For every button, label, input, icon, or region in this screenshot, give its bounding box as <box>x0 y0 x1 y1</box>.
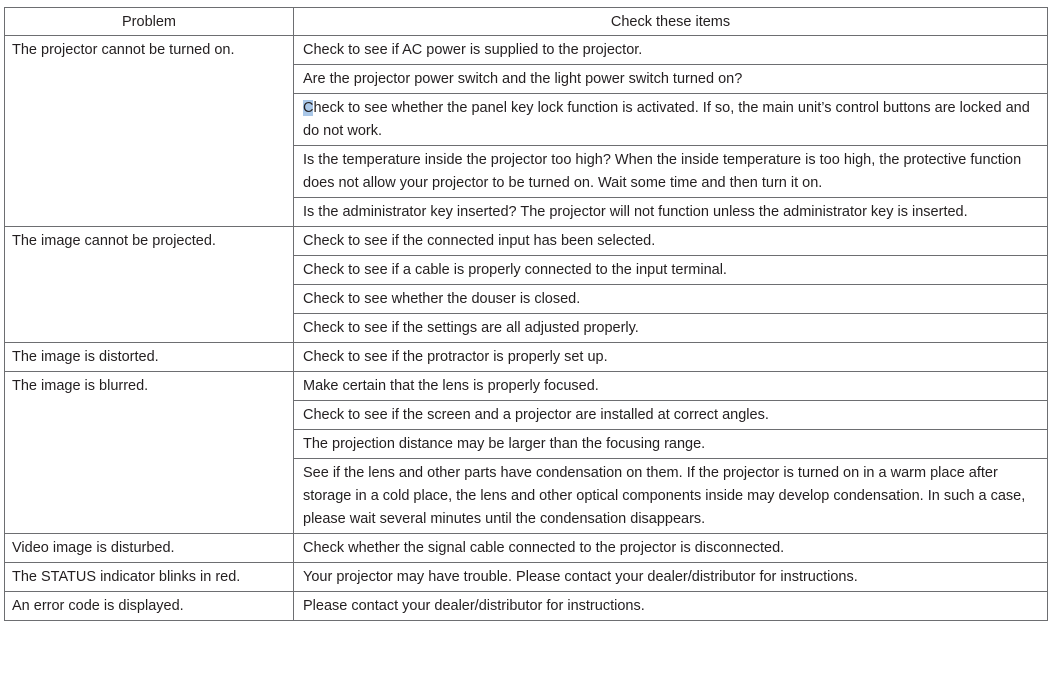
table-body <box>5 36 1048 621</box>
check-item-cell[interactable]: Please contact your dealer/distributor for instructions. <box>294 592 1048 621</box>
table-row <box>5 343 1048 372</box>
table-row <box>5 372 1048 401</box>
troubleshooting-table <box>4 7 1048 621</box>
check-item-cell[interactable]: Is the administrator key inserted? The projector will not function unless the administrator key is inserted. <box>294 198 1048 227</box>
table-row <box>5 592 1048 621</box>
check-column-header: Check these items <box>294 8 1048 36</box>
check-item-cell[interactable]: Check to see if a cable is properly connected to the input terminal. <box>294 256 1048 285</box>
table-row <box>5 563 1048 592</box>
check-item-cell[interactable]: See if the lens and other parts have condensation on them. If the projector is turned on in a warm place after storage in a cold place, the lens and other optical components inside may develop condensation. In such a case, please wait several minutes until the condensation disappears. <box>294 459 1048 534</box>
check-item-cell[interactable]: Check to see if the connected input has been selected. <box>294 227 1048 256</box>
check-item-cell[interactable]: Are the projector power switch and the light power switch turned on? <box>294 65 1048 94</box>
table-row <box>5 534 1048 563</box>
header-row <box>5 8 1048 36</box>
check-item-cell[interactable]: Make certain that the lens is properly focused. <box>294 372 1048 401</box>
problem-column-header: Problem <box>5 8 294 36</box>
check-item-cell[interactable]: Check to see if AC power is supplied to the projector. <box>294 36 1048 65</box>
check-item-cell[interactable]: Check to see if the protractor is properly set up. <box>294 343 1048 372</box>
check-item-cell[interactable]: Check to see if the screen and a projector are installed at correct angles. <box>294 401 1048 430</box>
problem-cell: The image is distorted. <box>5 343 294 372</box>
check-item-cell[interactable]: Check whether the signal cable connected to the projector is disconnected. <box>294 534 1048 563</box>
table-row <box>5 227 1048 256</box>
problem-cell: The STATUS indicator blinks in red. <box>5 563 294 592</box>
check-item-cell[interactable]: The projection distance may be larger than the focusing range. <box>294 430 1048 459</box>
check-item-cell[interactable]: Check to see whether the douser is closed. <box>294 285 1048 314</box>
problem-cell: An error code is displayed. <box>5 592 294 621</box>
check-item-cell[interactable]: Your projector may have trouble. Please contact your dealer/distributor for instructions. <box>294 563 1048 592</box>
problem-cell: The image cannot be projected. <box>5 227 294 343</box>
table-row <box>5 36 1048 65</box>
check-item-cell[interactable]: Check to see whether the panel key lock function is activated. If so, the main unit’s control buttons are locked and do not work. <box>294 94 1048 146</box>
problem-cell: The projector cannot be turned on. <box>5 36 294 227</box>
problem-cell: The image is blurred. <box>5 372 294 534</box>
check-item-cell[interactable]: Is the temperature inside the projector too high? When the inside temperature is too high, the protective function does not allow your projector to be turned on. Wait some time and then turn it on. <box>294 146 1048 198</box>
check-item-cell[interactable]: Check to see if the settings are all adjusted properly. <box>294 314 1048 343</box>
text-selection-highlight: C <box>303 100 314 116</box>
problem-cell: Video image is disturbed. <box>5 534 294 563</box>
